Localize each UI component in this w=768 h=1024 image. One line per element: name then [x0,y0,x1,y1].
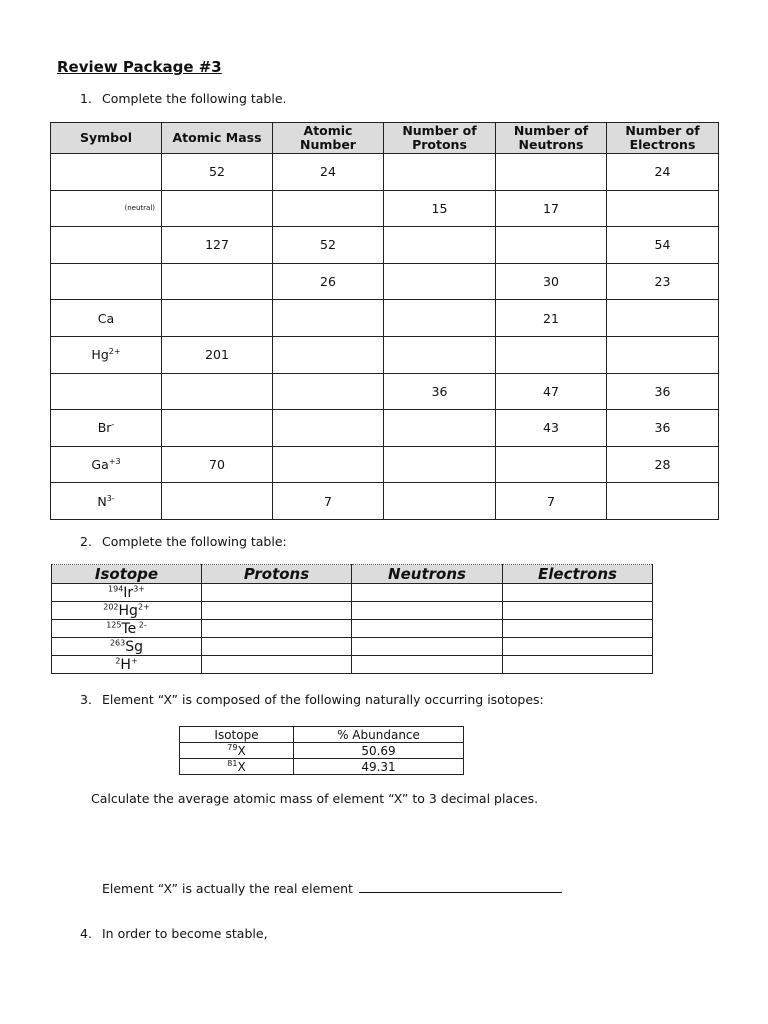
protons-cell[interactable] [202,620,352,638]
table-row [52,584,653,602]
protons-cell[interactable] [202,638,352,656]
column-header: Protons [202,565,352,584]
isotope-cell [52,584,202,602]
mass-cell[interactable] [162,373,273,410]
question-text: Complete the following table. [102,91,287,106]
element-symbol: X [237,759,246,774]
mass-cell[interactable]: 201 [162,336,273,373]
abundance-cell: 50.69 [294,743,464,759]
question-text: Element “X” is composed of the following naturally occurring isotopes: [102,692,544,707]
calculation-instruction: Calculate the average atomic mass of element “X” to 3 decimal places. [91,791,539,806]
question-3 [80,692,580,708]
electrons-cell[interactable] [607,336,719,373]
electrons-cell[interactable]: 28 [607,446,719,483]
table-row [51,336,719,373]
charge-superscript: +3 [108,456,121,466]
protons-cell[interactable] [384,483,496,520]
mass-number-superscript: 125 [106,619,122,629]
column-header: Atomic Number [273,123,384,154]
isotope-cell [52,620,202,638]
electrons-cell[interactable] [503,638,653,656]
symbol-cell[interactable] [51,483,162,520]
symbol-text: Hg [91,347,109,363]
isotope-cell [180,743,294,759]
table-row [52,602,653,620]
column-header: Isotope [52,565,202,584]
protons-cell[interactable] [384,410,496,447]
protons-cell[interactable] [384,446,496,483]
abundance-cell: 49.31 [294,759,464,775]
table-row [51,446,719,483]
symbol-cell[interactable] [51,227,162,264]
protons-cell[interactable] [384,263,496,300]
symbol-cell[interactable] [51,190,162,227]
electrons-cell[interactable]: 24 [607,154,719,191]
atomic-cell[interactable]: 7 [273,483,384,520]
protons-cell[interactable] [384,336,496,373]
mass-cell[interactable] [162,263,273,300]
symbol-cell[interactable] [51,373,162,410]
charge-superscript: 3- [106,493,115,503]
mass-cell[interactable]: 52 [162,154,273,191]
mass-cell[interactable] [162,300,273,337]
question-text: Complete the following table: [102,534,287,549]
element-symbol: Te [121,620,137,637]
neutrons-cell[interactable] [496,446,607,483]
atomic-cell[interactable] [273,336,384,373]
charge-superscript: - [111,420,115,430]
symbol-text: N [97,493,107,509]
neutrons-cell[interactable] [496,336,607,373]
neutrons-cell[interactable] [352,620,503,638]
symbol-cell[interactable] [51,410,162,447]
charge-superscript: 2- [136,619,147,629]
column-header: Number of Protons [384,123,496,154]
table-row [180,743,464,759]
electrons-cell[interactable] [503,584,653,602]
mass-number-superscript: 81 [227,758,238,768]
column-header: Neutrons [352,565,503,584]
symbol-cell[interactable] [51,336,162,373]
neutrons-cell[interactable] [352,602,503,620]
neutrons-cell[interactable]: 30 [496,263,607,300]
symbol-text: Ga [91,457,109,473]
question-2 [80,534,480,550]
real-element-text: Element “X” is actually the real element [102,881,353,896]
charge-superscript: + [130,655,138,665]
element-symbol: Sg [125,638,144,655]
protons-cell[interactable]: 15 [384,190,496,227]
table-header-row [51,123,719,154]
table-row [52,656,653,674]
isotope-cell [52,638,202,656]
mass-cell[interactable]: 70 [162,446,273,483]
table-row [51,227,719,264]
neutrons-cell[interactable]: 47 [496,373,607,410]
neutrons-cell[interactable] [352,656,503,674]
table-header-row [180,727,464,743]
electrons-cell[interactable]: 23 [607,263,719,300]
symbol-text: Ca [97,310,115,326]
symbol-text: Br [97,420,112,436]
isotope-table [51,564,653,674]
column-header: Electrons [503,565,653,584]
table-row [51,300,719,337]
element-symbol: Ir [123,584,134,601]
answer-blank[interactable] [359,880,562,893]
neutral-note: (neutral) [124,204,155,213]
charge-superscript: 2+ [137,601,150,611]
atom-table [50,122,719,520]
protons-cell[interactable] [384,154,496,191]
mass-cell[interactable] [162,190,273,227]
symbol-cell[interactable] [51,154,162,191]
symbol-cell[interactable] [51,263,162,300]
isotope-cell [52,602,202,620]
mass-cell[interactable]: 127 [162,227,273,264]
atomic-cell[interactable] [273,190,384,227]
column-header: Symbol [51,123,162,154]
protons-cell[interactable] [202,656,352,674]
charge-superscript: 2+ [108,347,121,357]
protons-cell[interactable] [202,602,352,620]
real-element-line [102,880,562,896]
table-row [52,638,653,656]
electrons-cell[interactable] [607,190,719,227]
question-number: 3. [80,692,92,707]
table-row [180,759,464,775]
abundance-table [179,726,464,775]
electrons-cell[interactable] [503,620,653,638]
mass-number-superscript: 2 [115,655,121,665]
protons-cell[interactable] [384,300,496,337]
question-number: 1. [80,91,92,106]
electrons-cell[interactable] [503,656,653,674]
atomic-cell[interactable] [273,373,384,410]
protons-cell[interactable] [202,584,352,602]
mass-cell[interactable] [162,410,273,447]
isotope-cell [52,656,202,674]
electrons-cell[interactable]: 36 [607,373,719,410]
mass-number-superscript: 79 [227,742,238,752]
electrons-cell[interactable] [607,483,719,520]
atomic-cell[interactable]: 24 [273,154,384,191]
neutrons-cell[interactable] [352,638,503,656]
table-row [51,154,719,191]
neutrons-cell[interactable]: 17 [496,190,607,227]
element-symbol: X [237,743,246,758]
page-title: Review Package #3 [57,58,222,76]
electrons-cell[interactable] [607,300,719,337]
table-row [51,483,719,520]
question-4 [80,926,480,942]
charge-superscript: 3+ [133,583,145,593]
column-header: Number of Electrons [607,123,719,154]
atomic-cell[interactable]: 52 [273,227,384,264]
question-number: 2. [80,534,92,549]
electrons-cell[interactable] [503,602,653,620]
protons-cell[interactable] [384,227,496,264]
symbol-cell[interactable] [51,446,162,483]
table-header-row [52,565,653,584]
protons-cell[interactable]: 36 [384,373,496,410]
table-row [52,620,653,638]
electrons-cell[interactable]: 36 [607,410,719,447]
element-symbol: Hg [118,602,138,619]
table-row [51,410,719,447]
atomic-cell[interactable] [273,410,384,447]
neutrons-cell[interactable] [496,154,607,191]
column-header: Atomic Mass [162,123,273,154]
table-row [51,373,719,410]
column-header: Isotope [180,727,294,743]
table-row [51,263,719,300]
neutrons-cell[interactable]: 7 [496,483,607,520]
atomic-cell[interactable] [273,446,384,483]
column-header: % Abundance [294,727,464,743]
neutrons-cell[interactable]: 21 [496,300,607,337]
question-text: In order to become stable, [102,926,268,941]
atomic-cell[interactable]: 26 [273,263,384,300]
mass-number-superscript: 263 [109,637,126,647]
element-symbol: H [120,656,131,673]
column-header: Number of Neutrons [496,123,607,154]
mass-cell[interactable] [162,483,273,520]
mass-number-superscript: 202 [103,601,119,611]
question-1 [80,91,480,107]
question-number: 4. [80,926,92,941]
mass-number-superscript: 194 [108,583,124,593]
neutrons-cell[interactable]: 43 [496,410,607,447]
neutrons-cell[interactable] [352,584,503,602]
neutrons-cell[interactable] [496,227,607,264]
isotope-cell [180,759,294,775]
symbol-cell[interactable] [51,300,162,337]
electrons-cell[interactable]: 54 [607,227,719,264]
table-row [51,190,719,227]
atomic-cell[interactable] [273,300,384,337]
